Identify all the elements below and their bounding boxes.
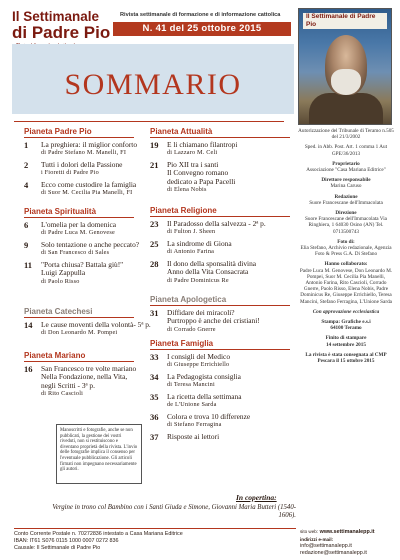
cover-figure-beard [331,69,361,95]
payment-footer [14,528,296,559]
page-title: SOMMARIO [64,68,242,101]
footer-iban: IBAN: IT61 S076 0115 1000 0007 0272 836 [14,537,119,544]
colophon-auth: Autorizzazione del Tribunale di Teramo n.505 del 21/3/2002 [298,128,394,141]
site-label: sito web: [300,529,319,534]
toc-author: di Corrado Gnerre [167,325,216,333]
colophon-coll: Padre Luca M. Genovese, Don Leonardo M. Pompei, Suor M. Cecilia Pia Manelli, Antonio Farina, Rito Cascioli, Corrado Gnerre, Paolo Risso, Elena Nobis, Padre Dominicus Re, Giuseppe Errichiello, Teresa Mancini, Stefano Ferragina, L'Unione Sarda [299,267,393,305]
toc-page-number: 2 [24,160,29,170]
toc-title: I consigli del Medico [167,352,231,361]
section-heading: Pianeta Religione [150,206,217,215]
toc-author: di Paolo Risso [41,277,80,285]
mail-label: indirizzi e-mail: [300,537,334,542]
cover-figure-robe [309,93,383,125]
toc-author: di Don Leonardo M. Pompei [41,329,118,337]
toc-title: Luigi Zappulla [41,268,86,278]
colophon-direz: Suore Francescane dell'Immacolata Via Ringhiera, 1 64030 Osino (AN) Tel. 0713500743 [305,216,387,235]
section-heading: Pianeta Padre Pio [24,127,92,136]
toc-title: La Pedagogista consiglia [167,372,241,381]
toc-page-number: 28 [150,259,159,269]
colophon-dir: Marina Caruso [330,183,362,190]
toc-page-number: 6 [24,220,29,230]
toc-page-number: 37 [150,432,159,442]
toc-author: di Giuseppe Errichiello [167,361,230,369]
section-rule [24,317,134,318]
toc-page-number: 36 [150,412,159,422]
toc-page-number: 25 [150,239,159,249]
colophon-prop-heading: Proprietario [332,160,360,167]
toc-title: E li chiamano filantropi [167,140,238,149]
section-rule [24,217,134,218]
toc-page-number: 19 [150,140,159,150]
toc-author: di Stefano Ferragina [167,421,222,429]
colophon-dir-heading: Direttore responsabile [321,177,371,184]
toc-title: Purtroppo è anche dei cristiani! [167,316,260,326]
toc-title: Pio XII tra i santi [167,160,219,169]
logo-line2: di Padre Pio [12,23,111,42]
toc-title: Tutti i dolori della Passione [41,160,123,169]
colophon-direz-heading: Direzione [335,210,357,217]
footer-line1: Conto Corrente Postale n. 70272836 intestato a Casa Mariana Editrice [14,531,183,537]
footer-causale: Causale: Il Settimanale di Padre Pio [14,544,101,551]
toc-page-number: 31 [150,308,159,318]
section-rule [24,137,134,138]
toc-title: Anno della Vita Consacrata [167,267,249,277]
toc-page-number: 9 [24,240,29,250]
issue-number: N. 41 del 25 ottobre 2015 [142,23,262,34]
toc-author: de L'Unione Sarda [167,401,217,409]
colophon-finito-heading: Finito di stampare [325,335,367,342]
toc-title: Ecco come custodire la famiglia [41,180,137,189]
cover-caption-heading: In copertina: [236,493,277,502]
toc-author: di Fulton J. Sheen [167,228,216,236]
toc-page-number: 23 [150,219,159,229]
colophon-foto-heading: Foto di: [337,238,355,245]
site-link[interactable]: www.settimanalepp.it [319,529,375,535]
colophon-coll-heading: Hanno collaborato: [324,261,368,268]
toc-author: di Padre Stefano M. Manelli, FI [41,149,127,157]
section-heading: Pianeta Attualità [150,127,213,136]
section-heading: Pianeta Spiritualità [24,207,97,216]
section-rule [150,216,290,217]
toc-author: di Lazzaro M. Celi [167,149,218,157]
toc-author: di Teresa Mancini [167,381,215,389]
toc-title: La sindrome di Giona [167,239,232,248]
toc-title: La ricetta della settimana [167,392,242,401]
toc-author: di Rito Cascioli [41,390,84,398]
title-rule [14,121,284,122]
toc-page-number: 4 [24,180,29,190]
colophon-red-heading: Redazione [334,193,358,200]
toc-page-number: 33 [150,352,159,362]
section-rule [150,349,290,350]
toc-page-number: 21 [150,160,159,170]
toc-title: Diffidare dei miracoli? [167,308,235,317]
colophon [298,128,394,368]
issue-bar [113,22,291,36]
toc-author: di Suor M. Cecilia Pia Manelli, FI [41,189,133,197]
toc-author: di Padre Luca M. Genovese [41,229,115,237]
toc-page-number: 34 [150,372,159,382]
toc-author: di Padre Dominicus Re [167,276,229,284]
colophon-approval: Con approvazione ecclesiastica [312,308,380,315]
section-rule [150,137,290,138]
cover-title: Il Settimanale di Padre Pio [303,13,387,29]
colophon-foto: Elia Stefano, Archivio redazionale, Agenzia Foto & Press G.A. Di Stefano [300,245,392,258]
toc-title: L'omelia per la domenica [41,220,116,229]
toc-title: Le cause moventi della volontà- 5ª p. [41,320,151,329]
section-rule [150,305,290,306]
toc-title: Nella Fondazione, nella Vita, [41,372,128,382]
cover-caption: Vergine in trono col Bambino con i Santi Giuda e Simone, Giovanni Maria Butteri (1540-1606). [52,504,296,519]
colophon-stampa-heading: Stampa: Grafiche e.s.i [321,319,371,326]
section-rule [24,361,134,362]
section-heading: Pianeta Catechesi [24,307,93,316]
colophon-stampa: 64100 Teramo [330,325,362,332]
cover-thumbnail [298,8,392,125]
toc-page-number: 11 [24,260,33,270]
colophon-red: Suore Francescane dell'Immacolata [309,199,383,206]
toc-author: di Elena Nobis [167,186,207,194]
notice-box: Manoscritti e fotografie, anche se non pubblicati, la gestione dei vostri riveduti, non si restituiscono e diventano proprietà della rivista. L'invio delle fotografie implica il consenso per l'eventuale pubblicazione. Gli articoli firmati non impegnano necessariamente gli autori. [56,424,142,484]
colophon-finito: 14 settembre 2015 [326,341,366,348]
contact-info [300,528,396,557]
mail-link-redazione[interactable]: redazione@settimanalepp.it [300,550,367,556]
toc-author: di San Francesco di Sales [41,249,110,257]
colophon-prop: Associazione "Casa Mariana Editrice" [306,167,386,174]
toc-title: Colora e trova 10 differenze [167,412,251,421]
toc-title: negli Scritti - 3ª p. [41,380,95,390]
toc-title: Risposte ai lettori [167,432,220,441]
toc-title: Il Paradosso della salvezza - 2ª p. [167,219,266,228]
mail-link-info[interactable]: info@settimanalepp.it [300,543,352,549]
toc-title: Il Convegno romano [167,168,229,178]
logo-line1: Il Settimanale [12,9,100,24]
toc-title: dedicato a Papa Pacelli [167,176,236,186]
section-heading: Pianeta Mariano [24,351,86,360]
toc-author: di Antonio Farina [167,248,215,256]
colophon-sped: Sped. in Abb. Post. Art. 1 comma 1 Aut GPE/36/2013 [304,144,388,157]
toc-page-number: 14 [24,320,33,330]
toc-title: Solo tentazione o anche peccato? [41,240,140,249]
toc-title: La preghiera: il miglior conforto [41,140,138,149]
toc-title: Il dono della sponsalità divina [167,259,257,268]
toc-page-number: 1 [24,140,29,150]
colophon-rivista: La rivista è stata consegnata al CMP Pescara il 15 ottobre 2015 [305,351,387,365]
section-heading: Pianeta Famiglia [150,339,214,348]
toc-title: San Francesco tre volte mariano [41,364,137,373]
toc-page-number: 16 [24,364,33,374]
magazine-subtitle: Rivista settimanale di formazione e di informazione cattolica [120,12,281,18]
toc-title: "Porta chiusa? Battala giù!" [41,260,124,269]
toc-author: i Fioretti di Padre Pio [41,169,99,177]
section-heading: Pianeta Apologetica [150,295,227,304]
toc-page-number: 35 [150,392,159,402]
